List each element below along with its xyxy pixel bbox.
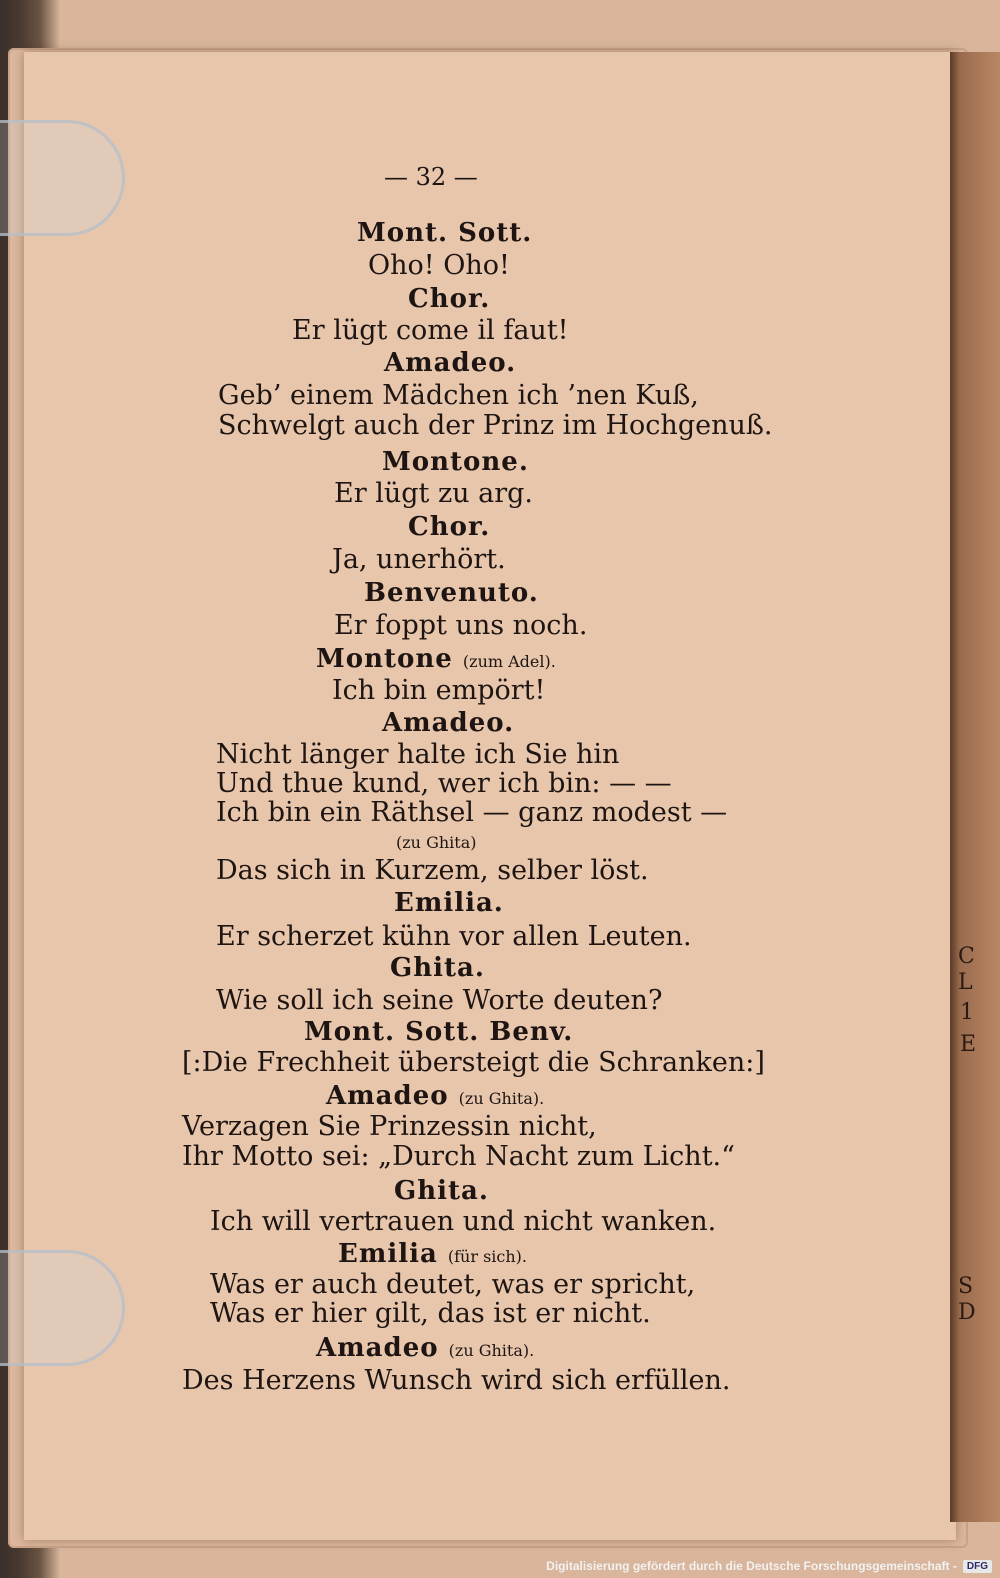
verse-line: Er lügt come il faut! [292,315,569,346]
next-page-letter: D [958,1300,976,1325]
next-page-letter: E [960,1032,977,1057]
speaker-heading: Ghita. [394,1176,489,1206]
speaker-heading: Ghita. [390,953,485,983]
speaker-heading: Montone (zum Adel). [316,644,556,674]
verse-line: Er scherzet kühn vor allen Leuten. [216,921,692,952]
next-page-letter: C [958,944,975,969]
speaker-heading: Emilia. [394,888,504,918]
speaker-heading: Mont. Sott. Benv. [304,1017,574,1047]
next-page-letter: L [958,970,973,995]
page-number: — 32 — [384,163,478,191]
verse-line: Ich will vertrauen und nicht wanken. [210,1206,717,1237]
speaker-heading: Amadeo (zu Ghita). [326,1081,545,1111]
verse-line: Ja, unerhört. [332,544,506,575]
stage-direction: (für sich). [447,1247,527,1266]
next-page-letter: 1 [960,1000,974,1025]
verse-line: Schwelgt auch der Prinz im Hochgenuß. [218,410,773,441]
stage-direction: (zum Adel). [462,652,556,671]
dfg-logo: DFG [963,1560,992,1573]
speaker-heading: Amadeo (zu Ghita). [316,1333,535,1363]
verse-line: Nicht länger halte ich Sie hin [216,739,620,770]
verse-line: Und thue kund, wer ich bin: — — [216,768,672,799]
verse-line: Er foppt uns noch. [334,610,588,641]
stage-direction: (zu Ghita) [396,833,477,852]
verse-line: Ihr Motto sei: „Durch Nacht zum Licht.“ [182,1141,735,1172]
verse-line: Des Herzens Wunsch wird sich erfüllen. [182,1365,731,1396]
speaker-heading: Mont. Sott. [357,218,533,248]
speaker-heading: Amadeo. [384,348,517,378]
verse-line: Ich bin empört! [332,675,546,706]
verse-line: Was er auch deutet, was er spricht, [210,1269,696,1300]
next-page-letter: S [958,1274,974,1299]
verse-line: Das sich in Kurzem, selber löst. [216,855,649,886]
verse-line: [:Die Frechheit übersteigt die Schranken:] [182,1047,765,1078]
verse-line: Geb’ einem Mädchen ich ’nen Kuß, [218,380,699,411]
verse-line: Er lügt zu arg. [334,478,534,509]
speaker-heading: Chor. [408,284,491,314]
speaker-heading: Emilia (für sich). [338,1239,527,1269]
verse-line: Oho! Oho! [368,250,510,281]
digitization-credit [546,1556,992,1576]
speaker-heading: Benvenuto. [364,578,539,608]
speaker-heading: Chor. [408,512,491,542]
speaker-heading: Amadeo. [382,708,515,738]
verse-line: Verzagen Sie Prinzessin nicht, [182,1111,597,1142]
verse-line: Ich bin ein Räthsel — ganz modest — [216,797,728,828]
speaker-heading: Montone. [382,447,529,477]
stage-direction: (zu Ghita). [448,1341,535,1360]
verse-line: Wie soll ich seine Worte deuten? [216,985,663,1016]
stage-direction: (zu Ghita). [458,1089,545,1108]
credit-text: Digitalisierung gefördert durch die Deutsche Forschungsgemeinschaft - [546,1559,957,1573]
verse-line: Was er hier gilt, das ist er nicht. [210,1298,651,1329]
